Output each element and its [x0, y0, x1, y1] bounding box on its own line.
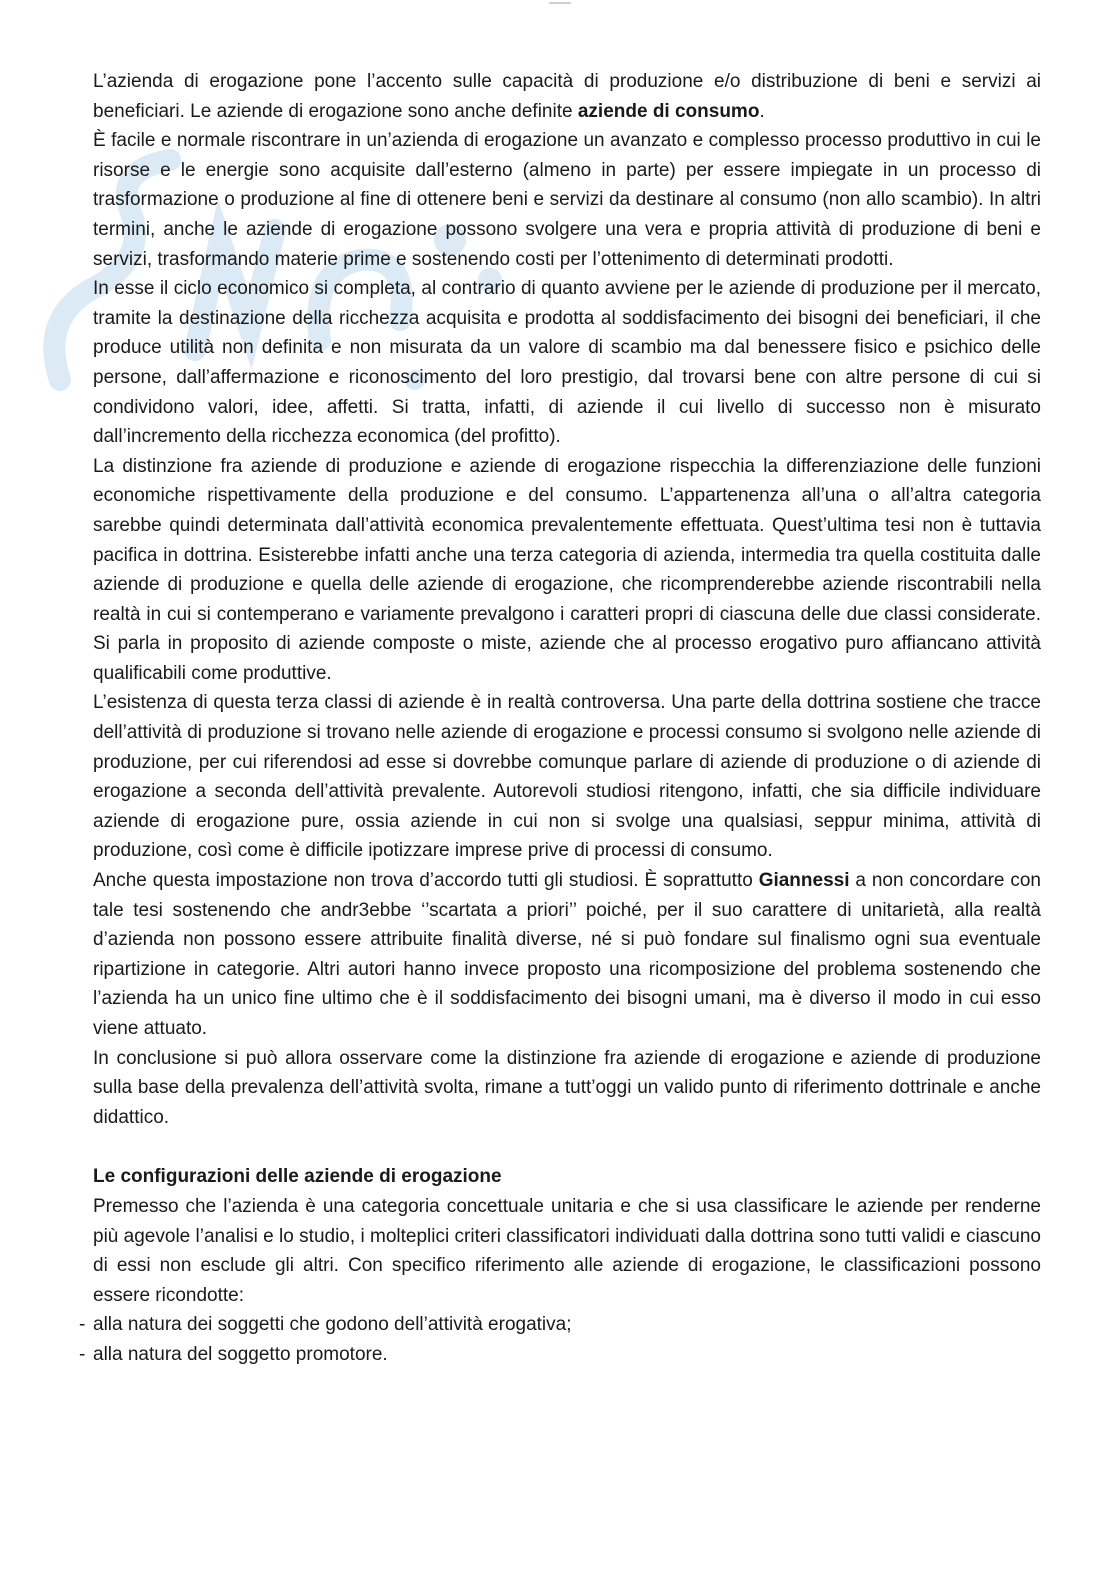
list-item-text: alla natura dei soggetti che godono dell’attività erogativa; — [93, 1314, 572, 1336]
criteria-list — [79, 1310, 1041, 1369]
paragraph-2: È facile e normale riscontrare in un’azienda di erogazione un avanzato e complesso processo produttivo in cui le risorse e le energie sono acquisite dall’esterno (almeno in parte) per essere impiegate in un processo di trasformazione o produzione al fine di ottenere beni e servizi da destinare al consumo (non allo scambio). In altri termini, anche le aziende di erogazione possono svolgere una vera e propria attività di produzione di beni e servizi, trasformando materie prime e sostenendo costi per l’ottenimento di determinati prodotti. — [93, 130, 1041, 270]
page-top-mark — [530, 0, 590, 6]
paragraph-1-end: . — [759, 100, 765, 122]
paragraph-4: La distinzione fra aziende di produzione e aziende di erogazione rispecchia la differenziazione delle funzioni economiche rispettivamente della produzione e del consumo. L’appartenenza all’una o all’altra categoria sarebbe quindi determinata dall’attività economica prevalentemente effettuata. Quest’ultima tesi non è tuttavia pacifica in dottrina. Esisterebbe infatti anche una terza categoria di azienda, intermedia tra quella costituita dalle aziende di produzione e quella delle aziende di erogazione, che ricomprenderebbe aziende riscontrabili nella realtà in cui si contemperano e variamente prevalgono i caratteri propri di ciascuna delle due classi considerate. Si parla in proposito di aziende composte o miste, aziende che al processo erogativo puro affiancano attività qualificabili come produttive. — [93, 455, 1041, 684]
section-intro: Premesso che l’azienda è una categoria concettuale unitaria e che si usa classificare le aziende per renderne più agevole l’analisi e lo studio, i molteplici criteri classificatori individuati dalla dottrina sono tutti validi e ciascuno di essi non esclude gli altri. Con specifico riferimento alle aziende di erogazione, le classificazioni possono essere ricondotte: — [93, 1195, 1041, 1306]
list-item — [79, 1340, 1041, 1370]
paragraph-5: L’esistenza di questa terza classi di aziende è in realtà controversa. Una parte della dottrina sostiene che tracce dell’attività di produzione si trovano nelle aziende di erogazione e processi consumo si svolgono nelle aziende di produzione, per cui riferendosi ad esse si dovrebbe comunque parlare di aziende di produzione o di aziende di erogazione a seconda dell’attività prevalente. Autorevoli studiosi ritengono, infatti, che sia difficile individuare aziende di erogazione pure, ossia aziende in cui non si svolge una qualsiasi, seppur minima, attività di produzione, così come è difficile ipotizzare imprese prive di processi di consumo. — [93, 692, 1041, 862]
section-heading: Le configurazioni delle aziende di erogazione — [93, 1166, 502, 1188]
paragraph-1 — [93, 67, 1041, 126]
list-item — [79, 1310, 1041, 1340]
paragraph-7: In conclusione si può allora osservare come la distinzione fra aziende di erogazione e aziende di produzione sulla base della prevalenza dell’attività svolta, rimane a tutt’oggi un valido punto di riferimento dottrinale e anche didattico. — [93, 1047, 1041, 1128]
bold-term-giannessi: Giannessi — [758, 870, 850, 892]
paragraph-6-text: Anche questa impostazione non trova d’accordo tutti gli studiosi. È soprattutto — [93, 870, 759, 892]
list-dash: - — [79, 1343, 86, 1365]
document-page — [79, 67, 1042, 1370]
paragraph-6 — [93, 866, 1041, 1044]
list-dash: - — [79, 1314, 86, 1336]
paragraph-6-rest: a non concordare con tale tesi sostenendo che andr3ebbe ‘’scartata a priori’’ poiché, per il suo carattere di unitarietà, alla realtà d’azienda non possono essere attribuite finalità diverse, né si può fondare sul finalismo ogni sua eventuale ripartizione in categorie. Altri autori hanno invece proposto una ricomposizione del problema sostenendo che l’azienda ha un unico fine ultimo che è il soddisfacimento dei bisogni umani, ma è diverso il modo in cui esso viene attuato. — [93, 870, 1042, 1039]
paragraph-3: In esse il ciclo economico si completa, al contrario di quanto avviene per le aziende di produzione per il mercato, tramite la destinazione della ricchezza acquisita e prodotta al soddisfacimento dei bisogni dei beneficiari, il che produce utilità non definita e non misurata da un valore di scambio ma dal benessere fisico e psichico delle persone, dall’affermazione e riconoscimento del loro prestigio, dal trovarsi bene con altre persone di cui si condividono valori, idee, affetti. Si tratta, infatti, di aziende il cui livello di successo non è misurato dall’incremento della ricchezza economica (del profitto). — [93, 278, 1041, 448]
bold-term-aziende-di-consumo: aziende di consumo — [577, 100, 760, 122]
paragraph-1-text: L’azienda di erogazione pone l’accento sulle capacità di produzione e/o distribuzione di beni e servizi ai beneficiari. Le aziende di erogazione sono anche definite — [93, 71, 1041, 122]
list-item-text: alla natura del soggetto promotore. — [93, 1343, 388, 1365]
